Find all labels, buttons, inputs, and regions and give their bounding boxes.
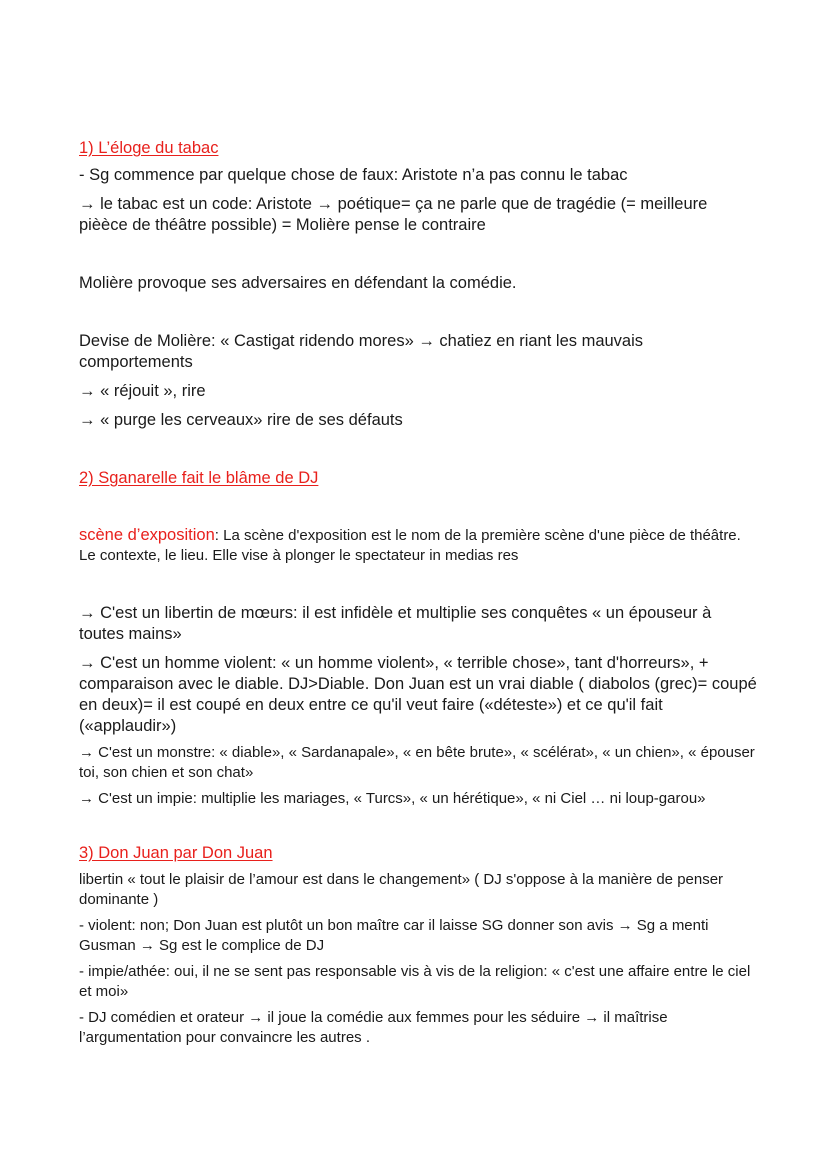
section-1-line-2: → le tabac est un code: Aristote → poétique= ça ne parle que de tragédie (= meilleure pièèce de théâtre possible) = Molière pense le contraire xyxy=(79,195,708,234)
section-3-line-4: - DJ comédien et orateur → il joue la comédie aux femmes pour les séduire → il maîtrise l’argumentation pour convaincre les autres . xyxy=(79,1009,668,1046)
section-2-line-1: → C'est un libertin de mœurs: il est infidèle et multiplie ses conquêtes « un épouseur à toutes mains» xyxy=(79,604,712,643)
section-3-line-2: - violent: non; Don Juan est plutôt un bon maître car il laisse SG donner son avis → Sg a menti Gusman → Sg est le complice de DJ xyxy=(79,917,709,954)
section-1-line-1: - Sg commence par quelque chose de faux: Aristote n’a pas connu le tabac xyxy=(79,166,628,184)
document-page xyxy=(79,138,759,1048)
section-1-line-4: Devise de Molière: « Castigat ridendo mores» → chatiez en riant les mauvais comportements xyxy=(79,332,644,371)
section-2-heading: 2) Sganarelle fait le blâme de DJ xyxy=(79,469,319,487)
section-2-line-2: → C'est un homme violent: « un homme violent», « terrible chose», tant d'horreurs», + comparaison avec le diable. DJ>Diable. Don Juan est un vrai diable ( diabolos (grec)= coupé en deux)= il est coupé en deux entre ce qu'il veut faire («déteste») et ce qu'il fait («applaudir») xyxy=(79,654,757,735)
section-1-heading: 1) L’éloge du tabac xyxy=(79,139,219,157)
section-3-line-3: - impie/athée: oui, il ne se sent pas responsable vis à vis de la religion: « c'est une affaire entre le ciel et moi» xyxy=(79,963,751,1000)
section-2-line-3: → C'est un monstre: « diable», « Sardanapale», « en bête brute», « scélérat», « un chien», « épouser toi, son chien et son chat» xyxy=(79,744,755,781)
section-1-line-6: → « purge les cerveaux» rire de ses défauts xyxy=(79,411,403,429)
section-3-line-1: libertin « tout le plaisir de l’amour est dans le changement» ( DJ s'oppose à la manière de penser dominante ) xyxy=(79,871,724,908)
definition-term: scène d’exposition xyxy=(79,526,215,544)
section-3-heading: 3) Don Juan par Don Juan xyxy=(79,844,273,862)
section-2-definition xyxy=(79,525,759,566)
section-1-line-3: Molière provoque ses adversaires en défendant la comédie. xyxy=(79,274,517,292)
section-2-line-4: → C'est un impie: multiplie les mariages, « Turcs», « un hérétique», « ni Ciel … ni loup-garou» xyxy=(79,790,706,807)
definition-text: : La scène d'exposition est le nom de la première scène d'une pièce de théâtre. Le contexte, le lieu. Elle vise à plonger le spectateur in medias res xyxy=(79,527,741,564)
section-1-line-5: → « réjouit », rire xyxy=(79,382,206,400)
